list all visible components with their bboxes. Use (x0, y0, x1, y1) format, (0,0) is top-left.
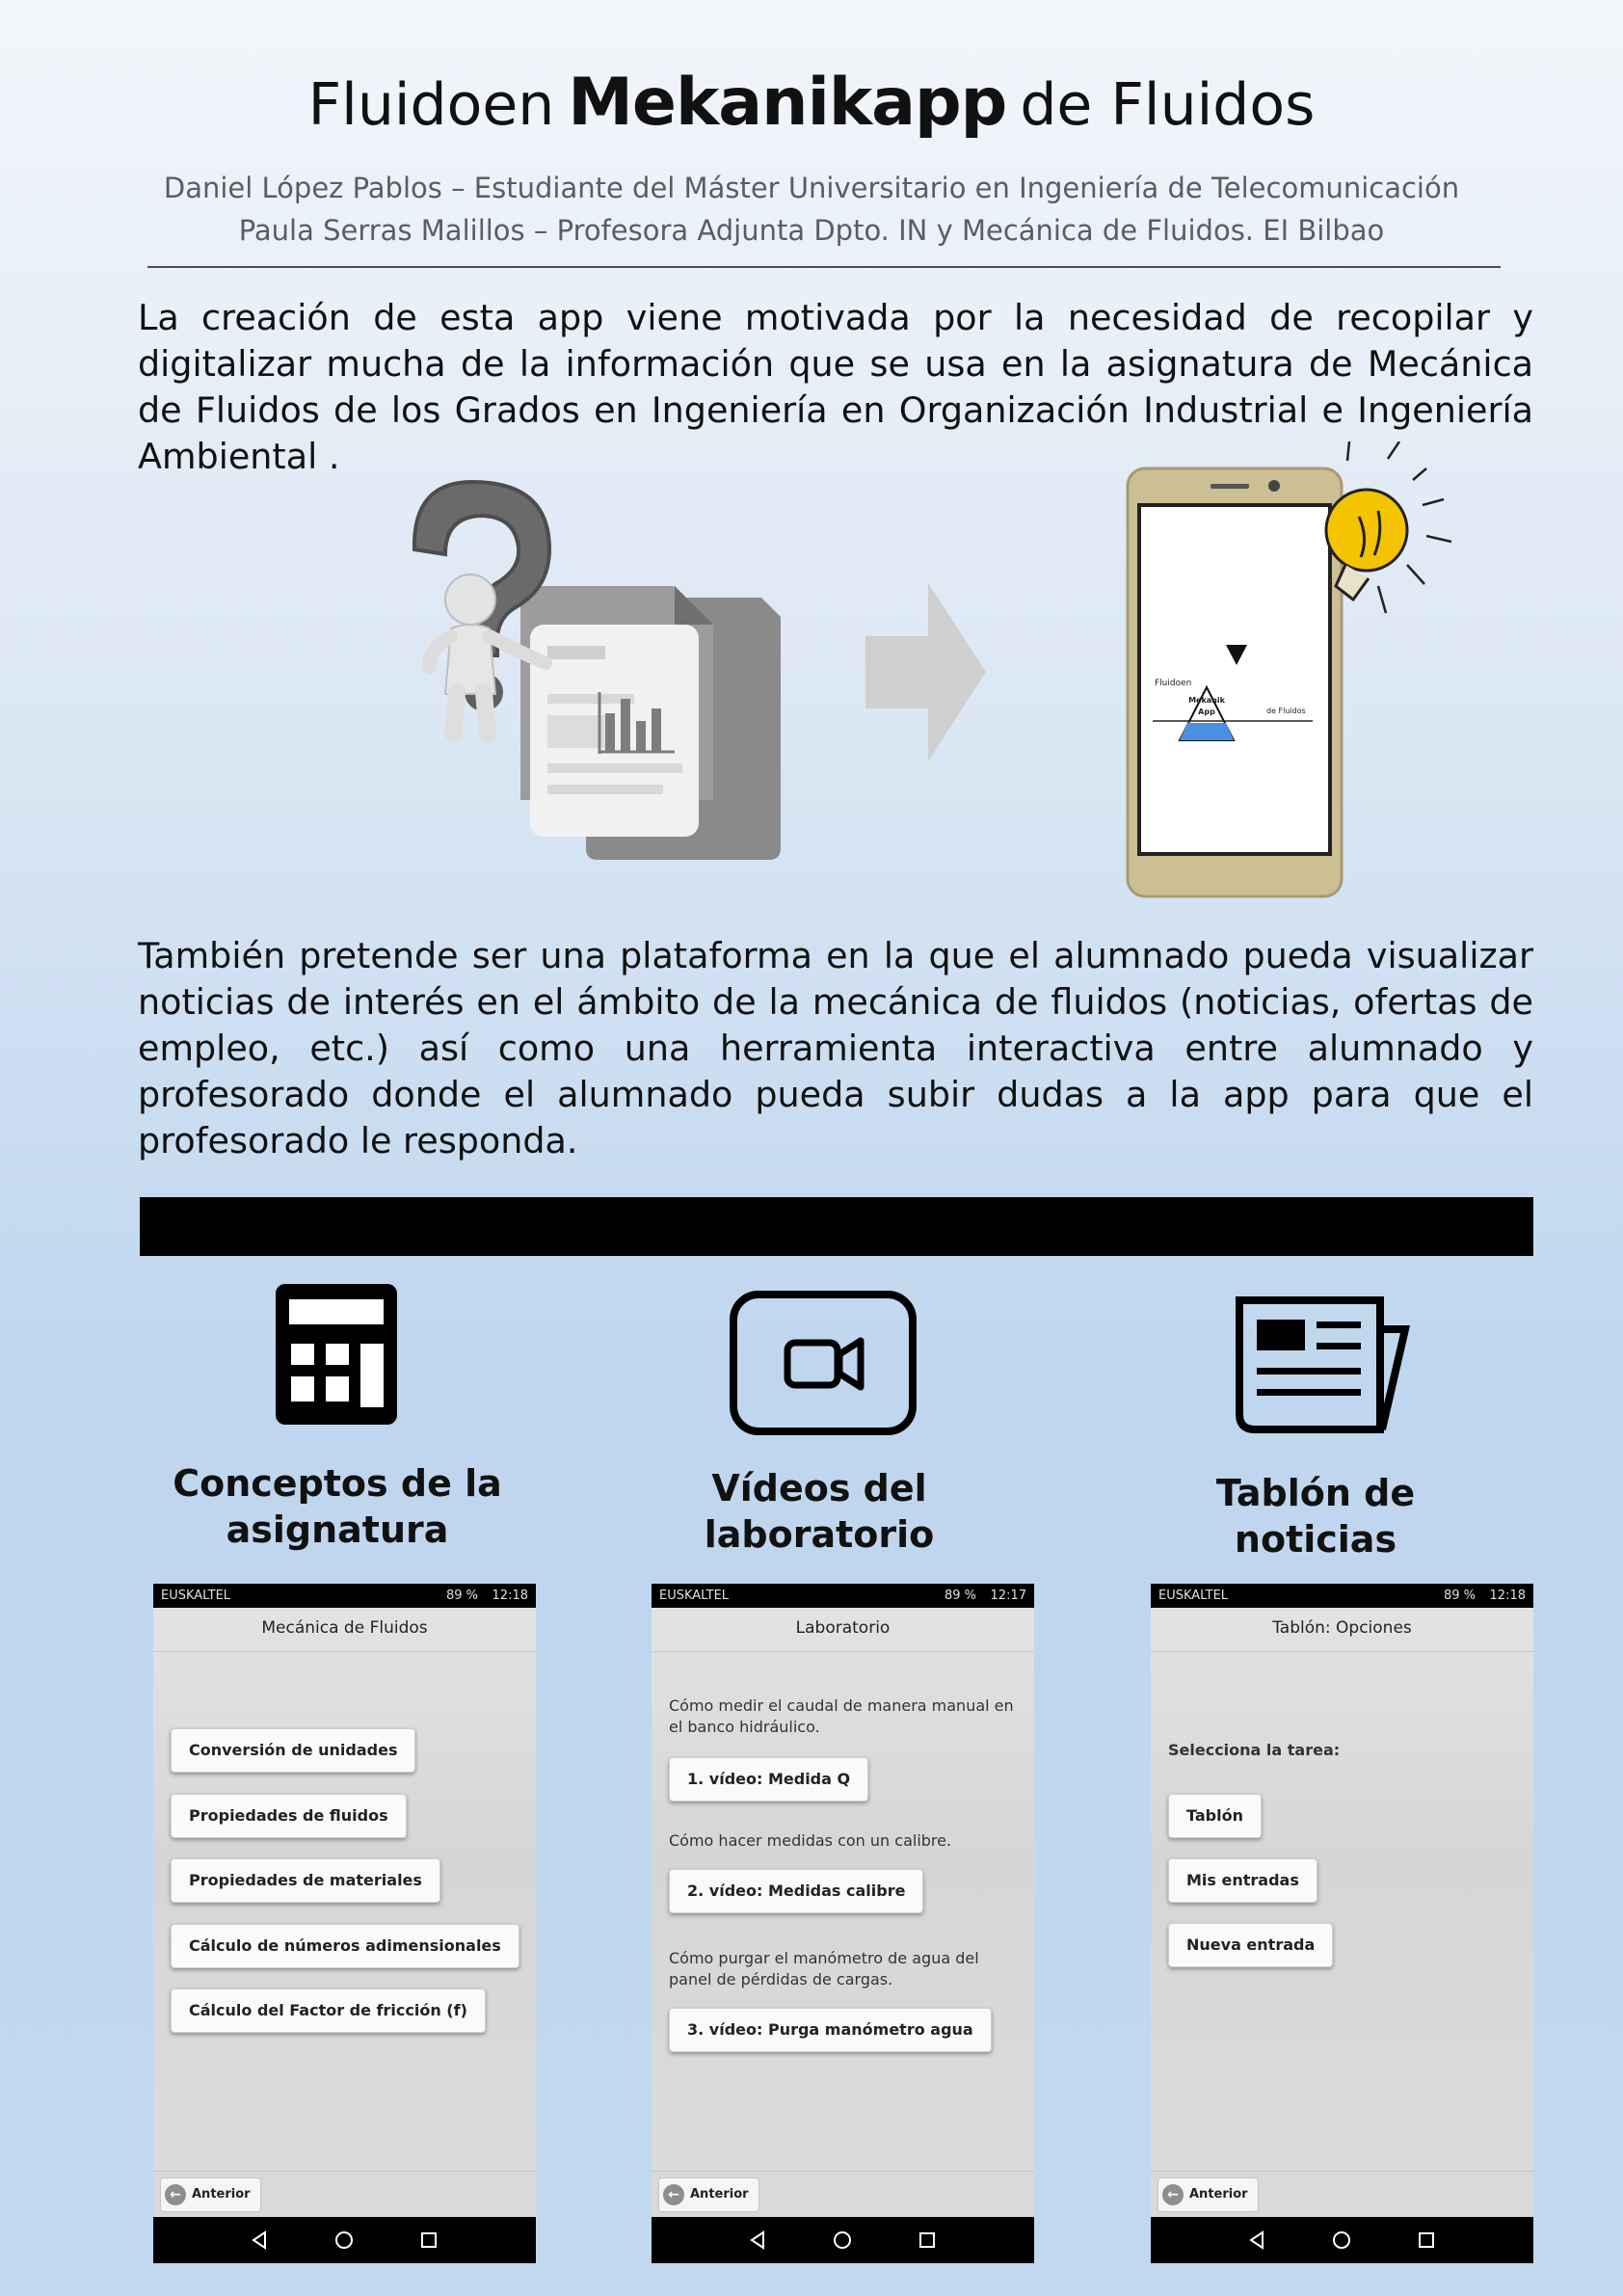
back-button[interactable] (160, 2177, 261, 2212)
logo-right-text: de Fluidos (1266, 707, 1306, 715)
tablon-button[interactable]: Tablón (1168, 1794, 1262, 1838)
title-divider (1151, 1651, 1533, 1652)
conversion-unidades-button[interactable]: Conversión de unidades (171, 1728, 415, 1773)
status-bar (652, 1584, 1034, 1608)
nav-recents-icon[interactable] (417, 2229, 440, 2252)
feature-title-conceptos: Conceptos de la asignatura (173, 1462, 502, 1551)
video3-button[interactable]: 3. vídeo: Purga manómetro agua (669, 2008, 992, 2052)
nav-recents-icon[interactable] (916, 2229, 939, 2252)
android-nav-bar (1151, 2217, 1533, 2263)
status-bar (153, 1584, 536, 1608)
author-daniel: Daniel López Pablos – Estudiante del Máster Universitario en Ingeniería de Telecomunicación (163, 172, 1460, 204)
back-arrow-icon: ← (663, 2184, 684, 2205)
calculator-icon (276, 1284, 397, 1425)
status-bar (1151, 1584, 1533, 1608)
title-divider (153, 1651, 536, 1652)
intro-paragraph: La creación de esta app viene motivada por la necesidad de recopilar y digitalizar mucha de la información que se usa en la asignatura de Mecánica de Fluidos de los Grados en Ingeniería en Organización Industrial e Ingeniería Ambiental . (138, 297, 1533, 477)
back-label: Anterior (1189, 2187, 1248, 2202)
clock-label: 12:18 (1489, 1589, 1526, 1603)
calculo-adimensionales-button[interactable]: Cálculo de números adimensionales (171, 1924, 519, 1968)
feature-title-videos: Vídeos del laboratorio (704, 1467, 935, 1556)
screen-title: Laboratorio (795, 1618, 891, 1638)
footer-bar (652, 2171, 1034, 2217)
mis-entradas-button[interactable]: Mis entradas (1168, 1858, 1317, 1903)
nav-recents-icon[interactable] (1415, 2229, 1438, 2252)
second-paragraph: También pretende ser una plataforma en la que el alumnado pueda visualizar noticias de interés en el ámbito de la mecánica de fluidos (noticias, ofertas de empleo, etc.) así como una herramienta interactiva entre alumnado y profesorado donde el alumnado pueda subir dudas a la app para que el profesorado le responda. (138, 935, 1533, 1161)
screen-title: Tablón: Opciones (1272, 1618, 1412, 1638)
poster-title (0, 60, 1623, 148)
carrier-label: EUSKALTEL (1158, 1589, 1229, 1603)
video1-description: Cómo medir el caudal de manera manual en el banco hidráulico. (669, 1696, 1014, 1736)
nav-home-icon[interactable] (1330, 2229, 1353, 2252)
documents-illustration (395, 463, 800, 868)
video2-description: Cómo hacer medidas con un calibre. (669, 1831, 952, 1850)
title-divider (652, 1651, 1034, 1652)
author-paula: Paula Serras Malillos – Profesora Adjunta Dpto. IN y Mecánica de Fluidos. EI Bilbao (238, 214, 1385, 247)
android-nav-bar (153, 2217, 536, 2263)
battery-label: 89 % (1443, 1589, 1476, 1603)
title-mekanikapp: Mekanikapp (568, 65, 1007, 141)
back-arrow-icon: ← (165, 2184, 186, 2205)
title-de-fluidos: de Fluidos (1020, 71, 1316, 139)
app-screen-tablon (1151, 1584, 1533, 2263)
android-nav-bar (652, 2217, 1034, 2263)
header-divider (147, 266, 1501, 268)
back-label: Anterior (192, 2187, 251, 2202)
app-screen-laboratorio (652, 1584, 1034, 2263)
footer-bar (1151, 2171, 1533, 2217)
app-screen-mecanica (153, 1584, 536, 2263)
newspaper-icon (1236, 1295, 1413, 1437)
logo-center-line2: App (1198, 707, 1215, 716)
logo-left-text: Fluidoen (1155, 679, 1192, 688)
phone-app-illustration (1118, 441, 1455, 904)
video3-description: Cómo purgar el manómetro de agua del panel de pérdidas de cargas. (669, 1949, 979, 1989)
propiedades-materiales-button[interactable]: Propiedades de materiales (171, 1858, 440, 1903)
nav-back-icon[interactable] (248, 2229, 271, 2252)
back-button[interactable] (1157, 2177, 1259, 2212)
clock-label: 12:17 (990, 1589, 1026, 1603)
logo-center-line1: Mekanik (1188, 696, 1225, 705)
screen-title: Mecánica de Fluidos (261, 1618, 428, 1638)
right-arrow-icon (865, 583, 986, 761)
video1-button[interactable]: 1. vídeo: Medida Q (669, 1757, 868, 1802)
video2-button[interactable]: 2. vídeo: Medidas calibre (669, 1869, 923, 1913)
back-button[interactable] (658, 2177, 759, 2212)
battery-label: 89 % (445, 1589, 478, 1603)
nav-back-icon[interactable] (1245, 2229, 1268, 2252)
video-camera-icon (730, 1291, 917, 1435)
nav-home-icon[interactable] (333, 2229, 356, 2252)
propiedades-fluidos-button[interactable]: Propiedades de fluidos (171, 1794, 407, 1838)
calculo-friccion-button[interactable]: Cálculo del Factor de fricción (f) (171, 1989, 486, 2033)
back-label: Anterior (690, 2187, 749, 2202)
task-prompt: Selecciona la tarea: (1168, 1741, 1341, 1759)
nav-back-icon[interactable] (746, 2229, 769, 2252)
carrier-label: EUSKALTEL (161, 1589, 231, 1603)
nav-home-icon[interactable] (831, 2229, 854, 2252)
title-fluidoen: Fluidoen (307, 71, 555, 139)
nueva-entrada-button[interactable]: Nueva entrada (1168, 1923, 1333, 1967)
section-band (140, 1197, 1533, 1256)
clock-label: 12:18 (492, 1589, 528, 1603)
carrier-label: EUSKALTEL (659, 1589, 730, 1603)
footer-bar (153, 2171, 536, 2217)
feature-title-tablon: Tablón de noticias (1215, 1472, 1416, 1561)
battery-label: 89 % (944, 1589, 976, 1603)
back-arrow-icon: ← (1162, 2184, 1184, 2205)
